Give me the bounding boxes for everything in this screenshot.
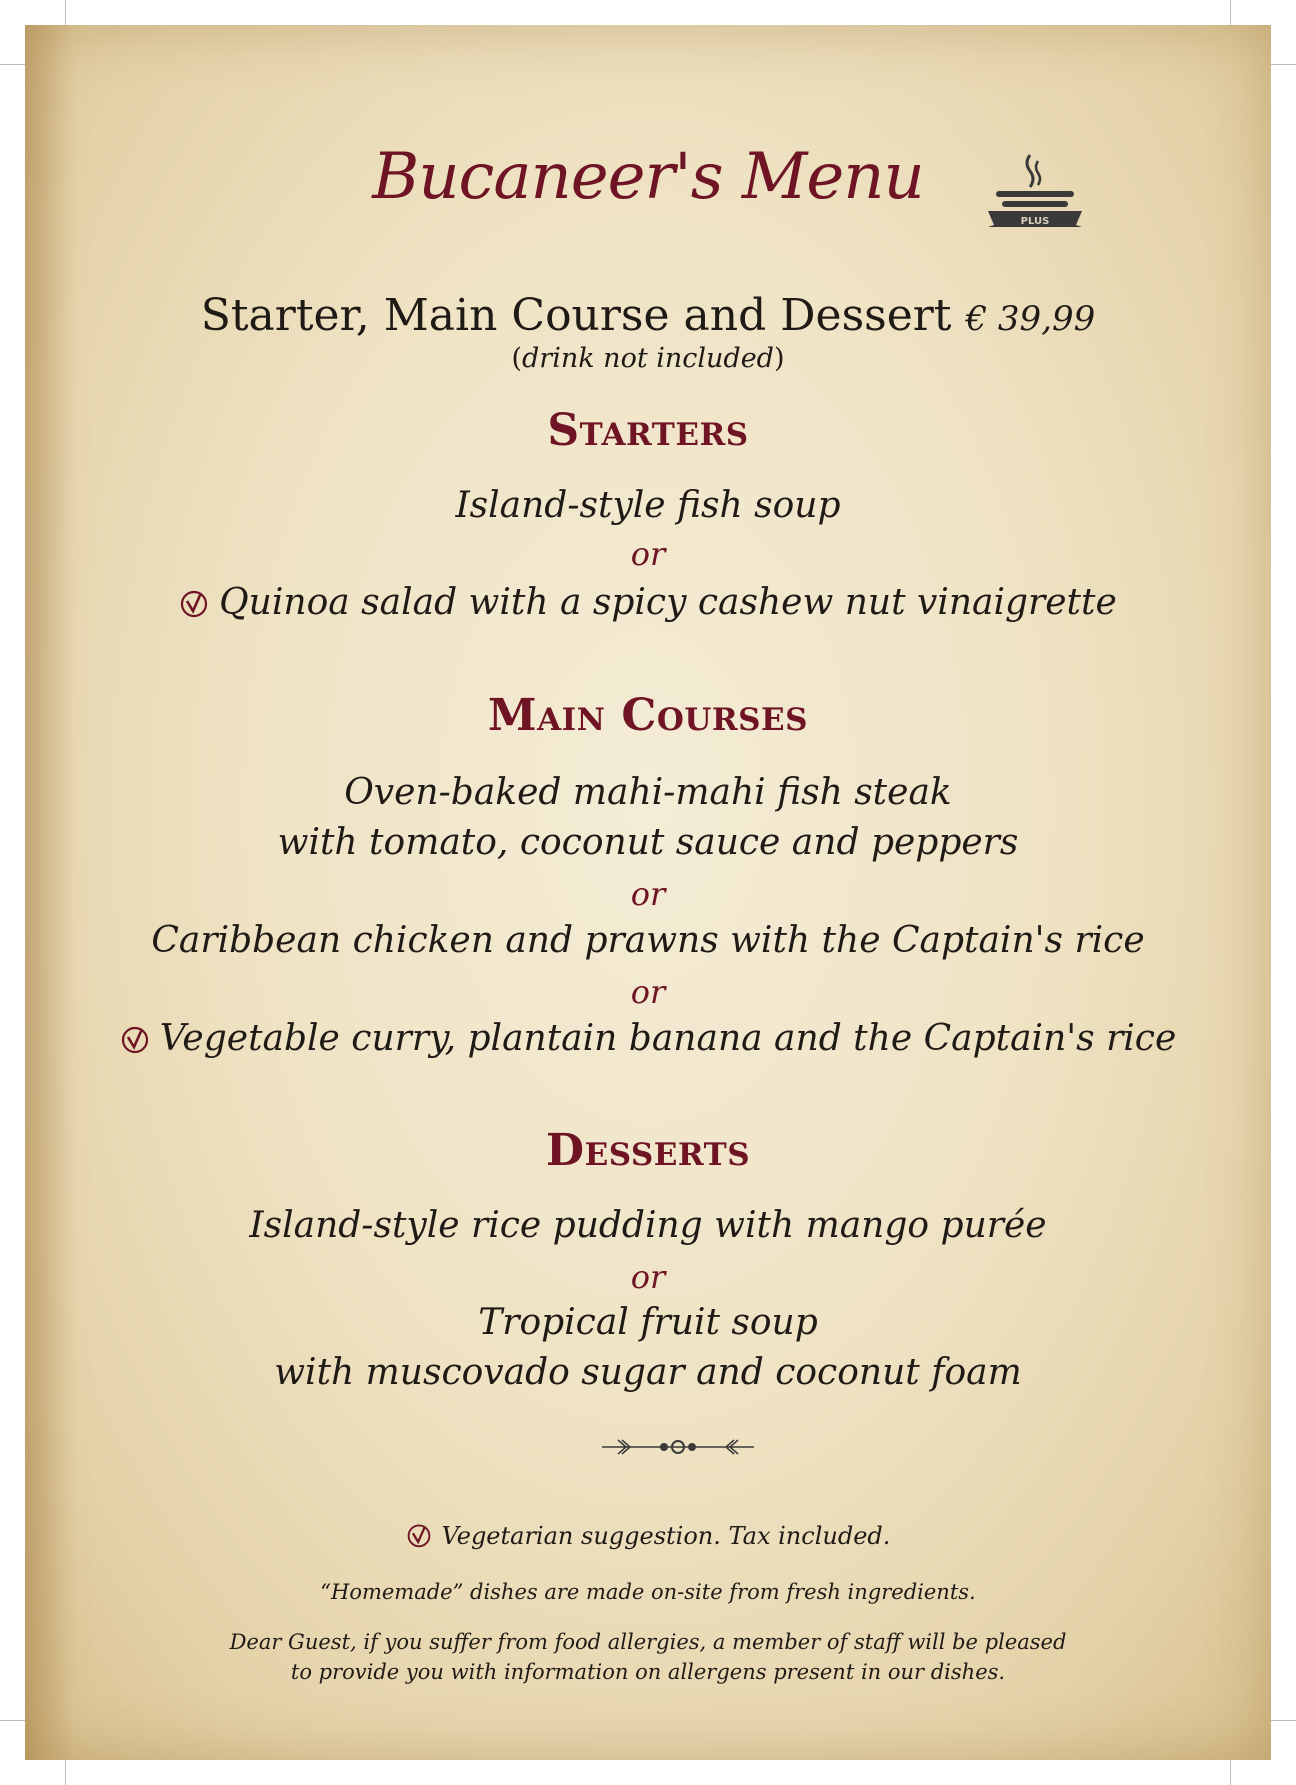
steaming-plate-plus-icon bbox=[980, 145, 1090, 235]
dish-item: Oven-baked mahi-mahi fish steak bbox=[344, 772, 952, 813]
vegetarian-check-icon bbox=[406, 1522, 432, 1548]
vegetarian-note bbox=[25, 1522, 1271, 1550]
menu-page bbox=[25, 25, 1271, 1760]
svg-text:PLUS: PLUS bbox=[1020, 216, 1050, 227]
or-separator: or bbox=[630, 875, 666, 913]
allergy-note-line2: to provide you with information on allergens present in our dishes. bbox=[290, 1660, 1006, 1684]
dish-item: Caribbean chicken and prawns with the Captain's rice bbox=[151, 920, 1145, 961]
vegetarian-check-icon bbox=[179, 588, 209, 618]
ornament-divider bbox=[598, 1435, 758, 1459]
price: € 39,99 bbox=[965, 299, 1096, 339]
dish-text: Vegetable curry, plantain banana and the Captain's rice bbox=[159, 1018, 1177, 1059]
dish-item bbox=[25, 1018, 1271, 1059]
vegetarian-note-text: Vegetarian suggestion. Tax included. bbox=[441, 1522, 891, 1550]
dish-item: Island-style rice pudding with mango purée bbox=[249, 1205, 1047, 1246]
or-separator: or bbox=[630, 973, 666, 1011]
drink-note-text: drink not included bbox=[522, 343, 774, 374]
dish-item: with tomato, coconut sauce and peppers bbox=[277, 822, 1019, 863]
vegetarian-check-icon bbox=[120, 1024, 150, 1054]
dish-text: Quinoa salad with a spicy cashew nut vinaigrette bbox=[219, 582, 1117, 623]
or-separator: or bbox=[630, 535, 666, 573]
or-separator: or bbox=[630, 1258, 666, 1296]
offer-line bbox=[25, 290, 1271, 341]
section-main-courses-heading: Main Courses bbox=[487, 690, 809, 741]
allergy-note-line1: Dear Guest, if you suffer from food allergies, a member of staff will be pleased bbox=[229, 1630, 1067, 1654]
drink-note: (drink not included) bbox=[511, 343, 785, 374]
section-desserts-heading: Desserts bbox=[545, 1125, 751, 1176]
dish-item: Tropical fruit soup bbox=[478, 1302, 818, 1343]
dish-item bbox=[25, 582, 1271, 623]
section-starters-heading: Starters bbox=[547, 405, 749, 456]
offer-text: Starter, Main Course and Dessert bbox=[200, 290, 952, 341]
menu-title: Bucaneer's Menu bbox=[372, 140, 924, 214]
dish-item: with muscovado sugar and coconut foam bbox=[274, 1352, 1022, 1393]
homemade-note: “Homemade” dishes are made on-site from fresh ingredients. bbox=[320, 1580, 976, 1604]
dish-item: Island-style fish soup bbox=[455, 485, 841, 526]
